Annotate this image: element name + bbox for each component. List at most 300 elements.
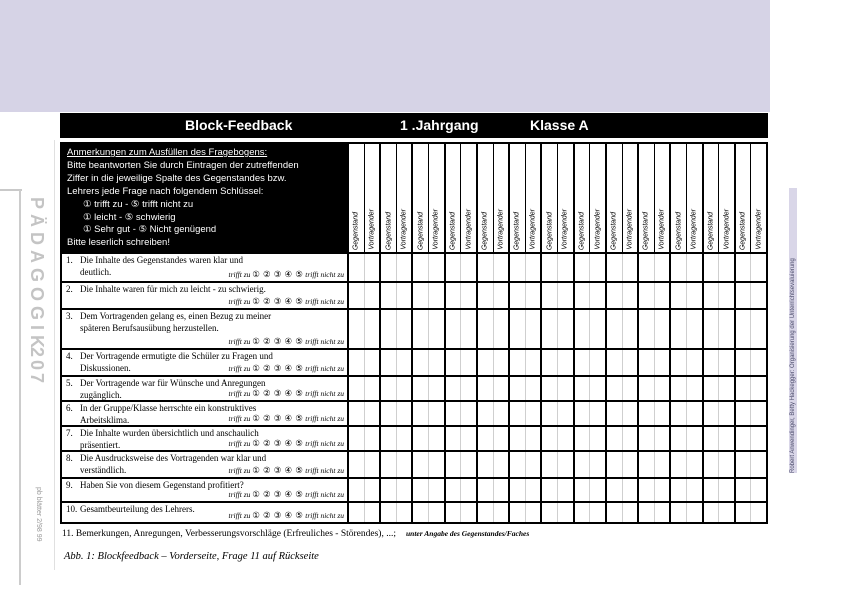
- scale-digits: ① ② ③ ④ ⑤: [252, 387, 304, 398]
- rating-cell-pair: [444, 254, 476, 281]
- rating-cell: [736, 402, 751, 425]
- rating-cell: [704, 350, 719, 375]
- subject-column-pair: [573, 144, 605, 252]
- rating-cell: [704, 479, 719, 501]
- rating-cell: [510, 503, 525, 522]
- rating-cell: [654, 350, 670, 375]
- rating-cell: [686, 254, 702, 281]
- rating-cell: [510, 402, 525, 425]
- rating-cell-pair: [734, 479, 766, 501]
- scale-left-label: trifft zu: [228, 438, 253, 448]
- rating-cell: [622, 479, 638, 501]
- rating-cell: [639, 310, 654, 348]
- rating-cell: [704, 427, 719, 450]
- rating-cell-pair: [411, 283, 443, 308]
- column-label: Gegenstand: [610, 211, 618, 250]
- rating-cells: [347, 452, 766, 477]
- rating-cell: [736, 452, 751, 477]
- rating-cell-pair: [540, 377, 572, 400]
- journal-title: PÄDAGOGIK: [27, 197, 47, 354]
- gegenstand-column: [478, 144, 493, 252]
- rating-cell: [525, 283, 541, 308]
- rating-cell-pair: [411, 310, 443, 348]
- rating-cell: [575, 452, 590, 477]
- rating-cell: [622, 254, 638, 281]
- column-label: Vortragender: [368, 209, 376, 250]
- rating-scale-legend: [228, 296, 344, 308]
- rating-cell: [460, 377, 476, 400]
- rating-cell-pair: [540, 503, 572, 522]
- question-number: 6.: [66, 403, 73, 413]
- rating-cell: [589, 503, 605, 522]
- rating-cell-pair: [573, 452, 605, 477]
- rating-cells: [347, 479, 766, 501]
- rating-scale-legend: [228, 489, 344, 501]
- rating-cell-pair: [347, 310, 379, 348]
- rating-cell-pair: [347, 402, 379, 425]
- question-cell: [62, 503, 347, 522]
- rating-cell-pair: [444, 283, 476, 308]
- rating-cell: [460, 503, 476, 522]
- column-label: Vortragender: [561, 209, 569, 250]
- rating-cells: [347, 310, 766, 348]
- gegenstand-column: [381, 144, 396, 252]
- rating-cell-pair: [379, 283, 411, 308]
- scale-right-label: trifft nicht zu: [303, 336, 344, 346]
- rating-cell: [542, 377, 557, 400]
- rating-cell-pair: [379, 377, 411, 400]
- rating-cell: [428, 283, 444, 308]
- vortragender-column: [686, 144, 702, 252]
- column-label: Vortragender: [432, 209, 440, 250]
- rating-cell: [349, 402, 364, 425]
- rating-cell-pair: [347, 452, 379, 477]
- rating-cell: [557, 254, 573, 281]
- rating-cell: [686, 427, 702, 450]
- instruction-key: ① Sehr gut - ⑤ Nicht genügend: [83, 224, 217, 236]
- rating-cell: [396, 402, 412, 425]
- rating-cell-pair: [637, 377, 669, 400]
- column-label: Gegenstand: [449, 211, 457, 250]
- form-header-bar: [60, 113, 768, 138]
- subject-column-pair: [669, 144, 701, 252]
- rating-cell: [607, 402, 622, 425]
- question-text: Der Vortragende war für Wünsche und Anregungen zugänglich.: [80, 378, 266, 400]
- rating-cell: [460, 402, 476, 425]
- question-text: Der Vortragende ermutigte die Schüler zu Fragen und Diskussionen.: [80, 351, 273, 373]
- scale-digits: ① ② ③ ④ ⑤: [252, 335, 304, 346]
- rating-cell-pair: [637, 350, 669, 375]
- instructions-block: [62, 144, 347, 252]
- rating-cell: [349, 479, 364, 501]
- rating-cell: [413, 452, 428, 477]
- rating-cell-pair: [508, 402, 540, 425]
- rating-cell-pair: [347, 427, 379, 450]
- rating-cell-pair: [508, 479, 540, 501]
- rating-cell-pair: [702, 377, 734, 400]
- rating-cell: [542, 427, 557, 450]
- question-cell: [62, 283, 347, 308]
- vortragender-column: [493, 144, 509, 252]
- rating-cell: [589, 310, 605, 348]
- column-label: Gegenstand: [417, 211, 425, 250]
- rating-cell: [575, 503, 590, 522]
- question-text: Die Inhalte waren für mich zu leicht - zu schwierig.: [80, 284, 266, 294]
- scale-digits: ① ② ③ ④ ⑤: [252, 268, 304, 279]
- rating-cell: [478, 503, 493, 522]
- rating-cell: [607, 350, 622, 375]
- rating-cell: [510, 479, 525, 501]
- gegenstand-column: [607, 144, 622, 252]
- rating-cells: [347, 377, 766, 400]
- scale-digits: ① ② ③ ④ ⑤: [252, 295, 304, 306]
- question-number: 8.: [66, 453, 73, 463]
- rating-cell: [446, 350, 461, 375]
- vortragender-column: [589, 144, 605, 252]
- rating-cell: [557, 283, 573, 308]
- rating-cell-pair: [379, 427, 411, 450]
- scale-left-label: trifft zu: [228, 465, 253, 475]
- rating-cell: [704, 402, 719, 425]
- rating-cell: [349, 310, 364, 348]
- vortragender-column: [654, 144, 670, 252]
- rating-cell: [557, 310, 573, 348]
- rating-cell-pair: [540, 254, 572, 281]
- rating-cell: [460, 254, 476, 281]
- rating-cell-pair: [669, 254, 701, 281]
- vortragender-column: [557, 144, 573, 252]
- gegenstand-column: [704, 144, 719, 252]
- rating-cell: [654, 479, 670, 501]
- scale-left-label: trifft zu: [228, 489, 253, 499]
- rating-cell-pair: [347, 350, 379, 375]
- rating-cell: [671, 452, 686, 477]
- question-row: [62, 254, 766, 281]
- rating-cell-pair: [508, 503, 540, 522]
- question-cell: [62, 402, 347, 425]
- rating-cell-pair: [637, 427, 669, 450]
- rating-cell: [686, 503, 702, 522]
- rating-cell: [654, 402, 670, 425]
- question-text: Gesamtbeurteilung des Lehrers.: [80, 504, 195, 514]
- scale-digits: ① ② ③ ④ ⑤: [252, 464, 304, 475]
- rating-cell: [396, 479, 412, 501]
- rating-cell: [686, 479, 702, 501]
- rating-cell-pair: [411, 479, 443, 501]
- subject-column-pair: [379, 144, 411, 252]
- column-label: Vortragender: [755, 209, 763, 250]
- rating-cell: [460, 452, 476, 477]
- rating-cell: [349, 254, 364, 281]
- rating-cell-pair: [476, 452, 508, 477]
- rating-cell: [639, 283, 654, 308]
- rating-cell: [671, 283, 686, 308]
- gegenstand-column: [413, 144, 428, 252]
- rating-cell-pair: [508, 427, 540, 450]
- subject-column-pair: [734, 144, 766, 252]
- subject-column-pair: [637, 144, 669, 252]
- rating-scale-legend: [228, 363, 344, 375]
- rating-cell-pair: [669, 503, 701, 522]
- rating-cell-pair: [379, 310, 411, 348]
- rating-cell: [428, 452, 444, 477]
- rating-cell: [396, 427, 412, 450]
- rating-cell-pair: [540, 402, 572, 425]
- rating-cell: [639, 350, 654, 375]
- rating-cell: [575, 254, 590, 281]
- rating-cell: [525, 310, 541, 348]
- rating-cell: [750, 427, 766, 450]
- rating-cell-pair: [444, 350, 476, 375]
- rating-cell: [718, 479, 734, 501]
- rating-cell: [671, 377, 686, 400]
- rating-cell-pair: [637, 479, 669, 501]
- rating-cell-pair: [669, 479, 701, 501]
- rating-cell: [428, 503, 444, 522]
- rating-cell-pair: [702, 283, 734, 308]
- scale-right-label: trifft nicht zu: [303, 269, 344, 279]
- rating-scale-legend: [228, 388, 344, 400]
- rating-cell: [750, 452, 766, 477]
- rating-cell: [750, 402, 766, 425]
- subject-column-pair: [411, 144, 443, 252]
- rating-cell: [478, 283, 493, 308]
- rating-cell: [736, 427, 751, 450]
- rating-cell: [736, 310, 751, 348]
- rating-cell: [750, 479, 766, 501]
- page-edge-line: [54, 140, 55, 570]
- column-label: Vortragender: [690, 209, 698, 250]
- rating-cell: [557, 377, 573, 400]
- vortragender-column: [396, 144, 412, 252]
- rating-cell: [525, 503, 541, 522]
- question-number: 1.: [66, 255, 73, 265]
- rating-cell: [428, 377, 444, 400]
- rating-cell: [718, 402, 734, 425]
- rating-cell-pair: [508, 310, 540, 348]
- vortragender-column: [460, 144, 476, 252]
- question-cell: [62, 479, 347, 501]
- rating-cell-pair: [605, 283, 637, 308]
- instructions-heading: Anmerkungen zum Ausfüllen des Fragebogens:: [67, 147, 268, 158]
- rating-cell: [478, 350, 493, 375]
- rating-cell: [542, 254, 557, 281]
- rating-cell-pair: [702, 254, 734, 281]
- rating-cell-pair: [702, 452, 734, 477]
- rating-cell-pair: [573, 479, 605, 501]
- gegenstand-column: [446, 144, 461, 252]
- rating-cell-pair: [444, 427, 476, 450]
- rating-cell: [750, 310, 766, 348]
- rating-cell: [750, 283, 766, 308]
- rating-cell: [671, 254, 686, 281]
- rating-cell-pair: [734, 254, 766, 281]
- rating-cell: [525, 254, 541, 281]
- rating-cell: [557, 427, 573, 450]
- rating-cell: [525, 452, 541, 477]
- column-label: Gegenstand: [352, 211, 360, 250]
- column-label: Gegenstand: [578, 211, 586, 250]
- question-row: [62, 501, 766, 522]
- rating-cell: [364, 310, 380, 348]
- rating-cell: [622, 377, 638, 400]
- column-label: Vortragender: [465, 209, 473, 250]
- rating-cell: [460, 479, 476, 501]
- rating-cell: [381, 452, 396, 477]
- rating-cell: [446, 503, 461, 522]
- rating-cell-pair: [476, 310, 508, 348]
- gegenstand-column: [510, 144, 525, 252]
- gegenstand-column: [639, 144, 654, 252]
- rating-cell: [478, 254, 493, 281]
- rating-cell-pair: [476, 283, 508, 308]
- rating-cell: [736, 479, 751, 501]
- rating-cell-pair: [702, 402, 734, 425]
- rating-cell: [428, 350, 444, 375]
- rating-cell: [557, 402, 573, 425]
- question-text: In der Gruppe/Klasse herrschte ein konstruktives Arbeitsklima.: [80, 403, 257, 425]
- rating-cell: [654, 452, 670, 477]
- gegenstand-column: [349, 144, 364, 252]
- rating-cell: [639, 427, 654, 450]
- rating-cell: [639, 503, 654, 522]
- subject-column-pair: [444, 144, 476, 252]
- question-text: Die Inhalte wurden übersichtlich und anschaulich präsentiert.: [80, 428, 259, 450]
- rating-cell: [718, 377, 734, 400]
- rating-cell: [750, 503, 766, 522]
- column-label: Vortragender: [497, 209, 505, 250]
- rating-cell-pair: [411, 427, 443, 450]
- rating-cell: [364, 402, 380, 425]
- rating-cell: [413, 254, 428, 281]
- rating-cell: [686, 350, 702, 375]
- rating-cell: [622, 427, 638, 450]
- rating-cell: [750, 377, 766, 400]
- rating-cell: [381, 402, 396, 425]
- rating-cell-pair: [605, 479, 637, 501]
- rating-cell-pair: [734, 310, 766, 348]
- scale-right-label: trifft nicht zu: [303, 363, 344, 373]
- rating-cell: [607, 310, 622, 348]
- rating-cell: [575, 310, 590, 348]
- rating-cell: [589, 377, 605, 400]
- rating-cell-pair: [444, 452, 476, 477]
- rating-cell: [396, 452, 412, 477]
- question-number: 5.: [66, 378, 73, 388]
- subject-column-pair: [605, 144, 637, 252]
- rating-cell-pair: [605, 377, 637, 400]
- rating-cell: [542, 402, 557, 425]
- column-label: Gegenstand: [675, 211, 683, 250]
- rating-cell: [381, 283, 396, 308]
- rating-cell-pair: [508, 350, 540, 375]
- rating-cell-pair: [573, 254, 605, 281]
- rating-cells: [347, 503, 766, 522]
- rating-cell: [349, 452, 364, 477]
- rating-cell-pair: [702, 479, 734, 501]
- question-number: 10.: [66, 504, 78, 514]
- column-label: Gegenstand: [642, 211, 650, 250]
- scale-digits: ① ② ③ ④ ⑤: [252, 437, 304, 448]
- rating-cell-pair: [444, 479, 476, 501]
- rating-cell-pair: [508, 254, 540, 281]
- rating-cell: [510, 283, 525, 308]
- question-cell: [62, 377, 347, 400]
- rating-cell: [575, 283, 590, 308]
- rating-cell: [750, 254, 766, 281]
- rating-cell: [607, 254, 622, 281]
- rating-scale-legend: [228, 336, 344, 348]
- rating-cell: [607, 427, 622, 450]
- rating-cell: [428, 427, 444, 450]
- rating-cell-pair: [702, 503, 734, 522]
- question-cell: [62, 427, 347, 450]
- rating-scale-legend: [228, 269, 344, 281]
- instruction-key: ① trifft zu - ⑤ trifft nicht zu: [83, 198, 194, 210]
- rating-cell-pair: [411, 377, 443, 400]
- rating-cell: [364, 283, 380, 308]
- subject-column-pair: [540, 144, 572, 252]
- question-11-note: unter Angabe des Gegenstandes/Faches: [406, 529, 530, 538]
- question-text: Die Inhalte des Gegenstandes waren klar und deutlich.: [80, 255, 243, 277]
- vortragender-column: [428, 144, 444, 252]
- rating-cell-pair: [669, 452, 701, 477]
- question-cell: [62, 350, 347, 375]
- rating-cell: [639, 402, 654, 425]
- rating-cell: [750, 350, 766, 375]
- rating-cell: [413, 402, 428, 425]
- question-row: [62, 375, 766, 400]
- question-cell: [62, 452, 347, 477]
- rating-cell: [639, 254, 654, 281]
- rating-cell: [364, 377, 380, 400]
- columns-header: [347, 144, 766, 252]
- margin-vertical-line: [19, 190, 21, 585]
- rating-cell: [654, 254, 670, 281]
- rating-cell: [413, 479, 428, 501]
- rating-cell-pair: [605, 452, 637, 477]
- rating-cell: [718, 283, 734, 308]
- instruction-key: ① leicht - ⑤ schwierig: [83, 211, 176, 223]
- rating-cell: [510, 452, 525, 477]
- rating-cell: [525, 377, 541, 400]
- rating-cell: [686, 452, 702, 477]
- rating-cell: [639, 452, 654, 477]
- rating-cell-pair: [702, 310, 734, 348]
- feedback-table: [60, 142, 768, 524]
- scale-digits: ① ② ③ ④ ⑤: [252, 412, 304, 423]
- rating-cell: [349, 427, 364, 450]
- gegenstand-column: [542, 144, 557, 252]
- rating-cell: [542, 452, 557, 477]
- rating-cell: [575, 427, 590, 450]
- column-label: Vortragender: [400, 209, 408, 250]
- gegenstand-column: [671, 144, 686, 252]
- question-number: 9.: [66, 480, 73, 490]
- rating-cell: [557, 452, 573, 477]
- rating-cell-pair: [508, 452, 540, 477]
- rating-cell: [446, 479, 461, 501]
- rating-cell: [396, 283, 412, 308]
- rating-cell: [349, 503, 364, 522]
- rating-cell: [381, 377, 396, 400]
- rating-cell: [718, 310, 734, 348]
- rating-cell-pair: [476, 503, 508, 522]
- rating-cell-pair: [444, 310, 476, 348]
- question-cell: [62, 310, 347, 348]
- rating-cell-pair: [379, 402, 411, 425]
- rating-cell: [639, 479, 654, 501]
